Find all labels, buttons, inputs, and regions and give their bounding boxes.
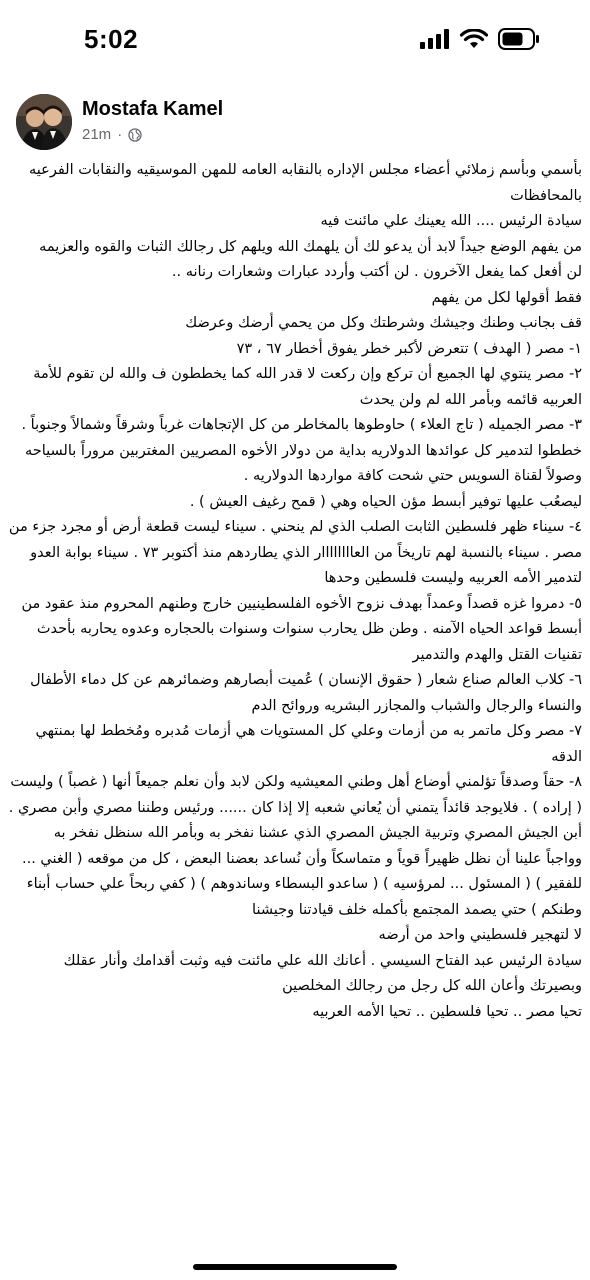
post-line: خططوا لتدمير كل عوائدها الدولاريه بداية من دولار الأخوه المصريين المغتربين مروراً بالسياحه وصولاً لقناة السويس حتي شحت كافة مواردها الدولاريه . (24, 442, 582, 484)
post-line: لن أفعل كما يفعل الآخرون . لن أكتب وأردد عبارات وشعارات رنانه .. (171, 264, 582, 280)
signal-icon (420, 29, 450, 49)
home-indicator[interactable] (193, 1264, 397, 1270)
post-line: ٥- دمروا غزه قصداً وعمداً بهدف نزوح الأخوه الفلسطينيين خارج وطنهم المحروم منذ عقود من أبسط قواعد الحياه الآمنه . وطن ظل يحارب سنوات وسنوات بالحجاره وعدوه يحاربه بأحدث تقنيات القتل والهدم والتدمير (21, 595, 582, 663)
post-time[interactable]: 21m (82, 126, 112, 143)
post-line: سيادة الرئيس عبد الفتاح السيسي . أعانك الله علي مائنت فيه وثبت أقدامك وأنار عقلك وبصيرتك وأعان الله كل رجل من رجالك المخلصين (63, 952, 582, 994)
post-line: ١- مصر ( الهدف ) تتعرض لأكبر خطر يفوق أخطار ٦٧ ، ٧٣ (236, 340, 582, 357)
post-line: ليصعُب عليها توفير أبسط مؤن الحياه وهي ( قمح رغيف العيش ) . (189, 493, 582, 510)
post-line: قف بجانب وطنك وجيشك وشرطتك وكل من يحمي أرضك وعرضك (185, 315, 582, 331)
status-bar (0, 0, 590, 84)
battery-icon (498, 28, 540, 50)
status-icons (420, 28, 540, 50)
post-meta (82, 126, 142, 143)
post-line: فقط أقولها لكل من يفهم (431, 289, 582, 306)
post-line: سيادة الرئيس .... الله يعينك علي مائنت فيه (320, 213, 582, 229)
post-line: ٧- مصر وكل ماتمر به من أزمات وعلي كل المستويات هي أزمات مُدبره ومُخطط لها بمنتهي الدقه (35, 723, 582, 765)
author-name[interactable]: Mostafa Kamel (82, 98, 224, 120)
post-line: ٤- سيناء ظهر فلسطين الثابت الصلب الذي لم ينحني . سيناء ليست قطعة أرض أو مجرد جزء من مصر . سيناء بالنسبة لهم تاريخاً من العاااااااار الذي يطاردهم منذ أكتوبر ٧٣ . سيناء بوابة العدو لتدمير الأمه العربيه وليست فلسطين وحدها (8, 519, 582, 586)
wifi-icon (460, 29, 488, 49)
post-line: ٣- مصر الجميله ( تاج العلاء ) حاوطوها بالمخاطر من كل الإتجاهات غرباً وشرقاً وشمالاً وجنوباً . (21, 417, 582, 433)
post-line: من يفهم الوضع جيداً لابد أن يدعو لك أن يلهمك الله ويلهم كل رجالك الثبات والقوه والعزيمه (39, 238, 582, 255)
post-line: وواجباً علينا أن نظل ظهيراً قوياً و متماسكاً وأن نُساعد بعضنا البعض ، كل من موقعه ( الغني ... للفقير ) ( المسئول ... لمرؤسيه ) ( ساعدو البسطاء وساندوهم ) ( كفي ربحاً علي حساب أبناء وطنكم ) حتي يصمد المجتمع بأكمله خلف قيادتنا وجيشنا (21, 850, 582, 918)
post-line: بأسمي وبأسم زملائي أعضاء مجلس الإداره بالنقابه العامه للمهن الموسيقيه والنقابات الفرعيه بالمحافظات (29, 162, 582, 204)
status-time: 5:02 (84, 24, 139, 54)
avatar[interactable] (16, 94, 72, 150)
globe-icon (128, 128, 142, 142)
post-header (16, 94, 576, 152)
post-text (8, 158, 582, 1025)
post-line: ٨- حقاً وصدقاً تؤلمني أوضاع أهل وطني المعيشيه ولكن لابد وأن نعلم جميعاً أنها ( غصباً ) وليست ( إراده ) . فلايوجد قائداً يتمني أن يُعاني شعبه إلا إذا كان ...... ورئيس وطننا مصري وأبن مصري . أبن الجيش المصري وتربية الجيش المصري الذي عشنا نفخر به وبأمر الله سنظل نفخر به (8, 774, 582, 841)
post-line: لا لتهجير فلسطيني واحد من أرضه (378, 927, 582, 943)
post-line: تحيا مصر .. تحيا فلسطين .. تحيا الأمه العربيه (312, 1003, 582, 1020)
post-line: ٦- كلاب العالم صناع شعار ( حقوق الإنسان ) عُميت أبصارهم وضمائرهم عن كل دماء الأطفال والنساء والرجال والشباب والمجازر البشريه وروائح الدم (30, 672, 582, 714)
meta-separator: · (117, 126, 123, 143)
post-line: ٢- مصر ينتوي لها الجميع أن تركع وإن ركعت لا قدر الله كما يخططون ف والله لن تقوم للأمة العربيه قائمه وبأمر الله لم ولن يحدث (33, 366, 582, 408)
